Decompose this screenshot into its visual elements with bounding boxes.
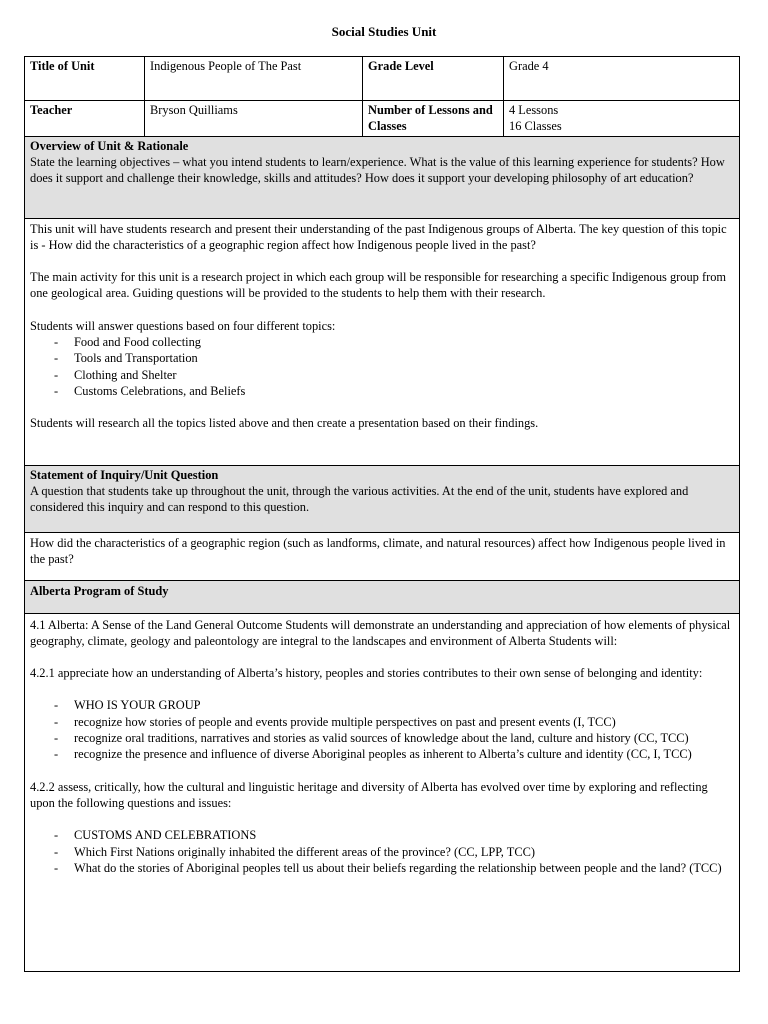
topics-list [30,334,734,399]
inquiry-body-row [25,532,740,580]
unit-table [24,56,740,972]
overview-para-3: Students will answer questions based on four different topics: [30,318,336,333]
title-label: Title of Unit [25,57,145,101]
overview-para-2: The main activity for this unit is a research project in which each group will be responsible for researching a specific Indigenous group from one geological area. Guiding questions will be provided to the students to help them with their research. [30,270,727,301]
header-row-teacher [25,101,740,137]
list-item: - Which First Nations originally inhabited the different areas of the province? (CC, LPP, TCC) [54,844,734,860]
list-item: - WHO IS YOUR GROUP [54,697,734,713]
overview-para-1: This unit will have students research and present their understanding of the past Indigenous groups of Alberta. The key question of this topic is - How did the characteristics of a geographic region affect how Indigenous people lived in the past? [30,221,727,252]
teacher-value: Bryson Quilliams [145,101,363,137]
overview-heading: Overview of Unit & Rationale [30,138,189,153]
program-item-422: 4.2.2 assess, critically, how the cultural and linguistic heritage and diversity of Alberta has evolved over time by exploring and reflecting upon the following questions and issues: [30,779,708,810]
overview-body-row [25,218,740,465]
list-item: - recognize how stories of people and events provide multiple perspectives on past and present events (I, TCC) [54,714,734,730]
program-body-row [25,613,740,971]
list-item: - Tools and Transportation [54,350,734,366]
lessons-label: Number of Lessons and Classes [363,101,504,137]
list-item: - Food and Food collecting [54,334,734,350]
program-heading-row [25,580,740,613]
list-item: - What do the stories of Aboriginal peoples tell us about their beliefs regarding the relationship between people and the land? (TCC) [54,860,734,876]
program-outcome: 4.1 Alberta: A Sense of the Land General Outcome Students will demonstrate an understanding and appreciation of how elements of physical geography, climate, geology and paleontology are integral to the landscapes and environment of Alberta Students will: [30,617,731,648]
grade-label: Grade Level [363,57,504,101]
grade-value: Grade 4 [504,57,740,101]
lessons-value [504,101,740,137]
header-row-title [25,57,740,101]
overview-prompt: State the learning objectives – what you intend students to learn/experience. What is the value of this learning experience for students? How does it support and challenge their knowledge, skills and attitudes? How does it support your developing philosophy of art education? [30,154,725,186]
lessons-count: 4 Lessons [509,103,559,117]
inquiry-question: How did the characteristics of a geographic region (such as landforms, climate, and natural resources) affect how Indigenous people lived in the past? [30,535,726,566]
list-item: - recognize oral traditions, narratives and stories as valid sources of knowledge about the land, culture and history (CC, TCC) [54,730,734,746]
title-value: Indigenous People of The Past [145,57,363,101]
list-item: - Clothing and Shelter [54,367,734,383]
teacher-label: Teacher [25,101,145,137]
classes-count: 16 Classes [509,119,562,134]
page-title: Social Studies Unit [331,24,437,39]
inquiry-heading-row [25,465,740,532]
inquiry-heading: Statement of Inquiry/Unit Question [30,467,219,482]
overview-para-4: Students will research all the topics listed above and then create a presentation based on their findings. [30,416,539,431]
program-list-2 [30,827,734,876]
list-item: - recognize the presence and influence of diverse Aboriginal peoples as inherent to Alberta’s culture and identity (CC, I, TCC) [54,746,734,762]
inquiry-prompt: A question that students take up throughout the unit, through the various activities. At the end of the unit, students have explored and considered this inquiry and can respond to this question. [30,483,689,515]
program-item-421: 4.2.1 appreciate how an understanding of Alberta’s history, peoples and stories contributes to their own sense of belonging and identity: [30,666,703,681]
program-heading: Alberta Program of Study [30,583,169,598]
overview-heading-row [25,136,740,218]
program-list-1 [30,697,734,762]
list-item: - Customs Celebrations, and Beliefs [54,383,734,399]
list-item: - CUSTOMS AND CELEBRATIONS [54,827,734,843]
